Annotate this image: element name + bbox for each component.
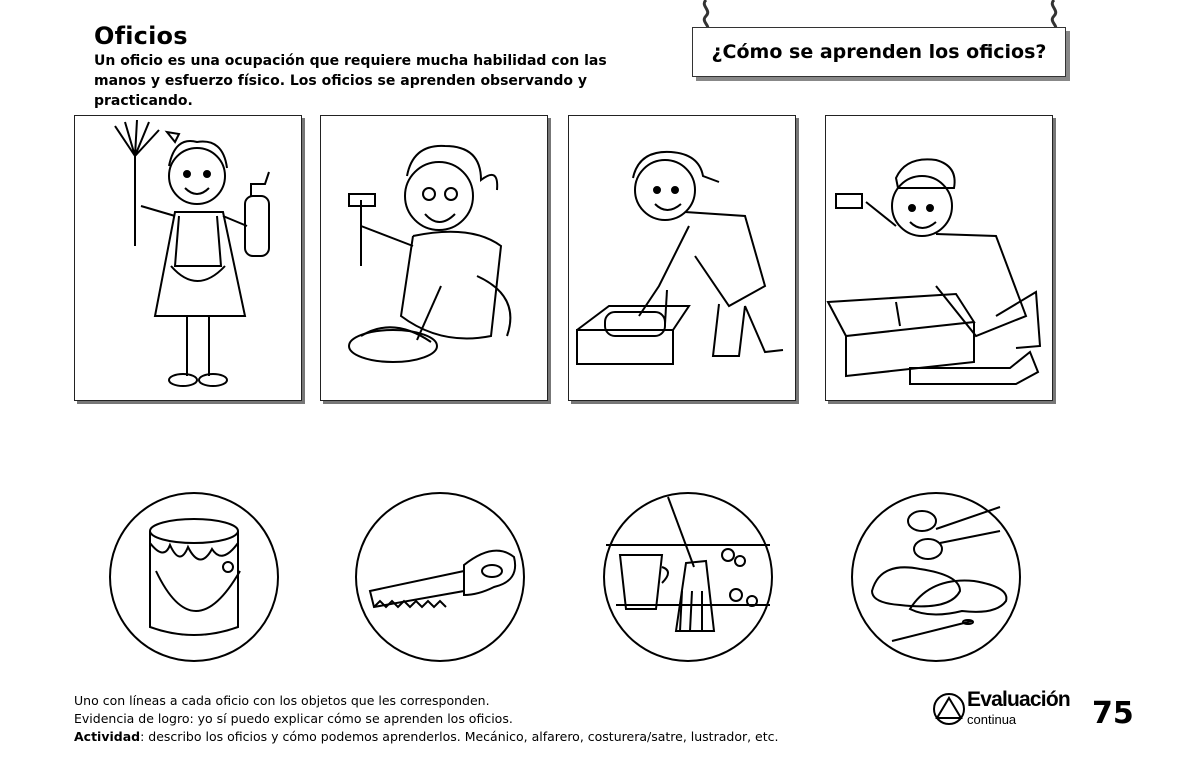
hand-saw-icon xyxy=(354,491,526,663)
carpenter-icon xyxy=(826,116,1052,400)
maid-cleaning-icon xyxy=(75,116,301,400)
scissors-shoes-needle-icon xyxy=(850,491,1022,663)
footer-instructions xyxy=(74,692,779,746)
page-number: 75 xyxy=(1092,696,1134,731)
worker-card-maid[interactable] xyxy=(74,115,302,401)
activity-text: : describo los oficios y cómo podemos aprenderlos. Mecánico, alfarero, costurera/satre, lustrador, etc. xyxy=(140,729,779,744)
evaluation-subtitle: continua xyxy=(967,712,1017,727)
painter-icon xyxy=(569,116,795,400)
shoemaker-icon xyxy=(321,116,547,400)
object-circle-paint[interactable] xyxy=(108,491,280,663)
evaluation-badge xyxy=(932,690,1072,730)
object-circle-sewing[interactable] xyxy=(850,491,1022,663)
worker-card-shoemaker[interactable] xyxy=(320,115,548,401)
activity-line xyxy=(74,728,779,746)
worker-card-carpenter[interactable] xyxy=(825,115,1053,401)
triangle-logo-icon xyxy=(932,692,966,726)
question-sign xyxy=(692,0,1070,82)
intro-text: Un oficio es una ocupación que requiere mucha habilidad con las manos y esfuerzo físico. Los oficios se aprenden observando y practicando. xyxy=(94,53,607,109)
paint-can-icon xyxy=(108,491,280,663)
object-circle-saw[interactable] xyxy=(354,491,526,663)
question-label: ¿Cómo se aprenden los oficios? xyxy=(692,27,1066,77)
object-circle-cleaning[interactable] xyxy=(602,491,774,663)
achievement-line: Evidencia de logro: yo sí puedo explicar cómo se aprenden los oficios. xyxy=(74,711,513,726)
evaluation-title: Evaluación xyxy=(967,688,1070,711)
hanging-rope-icon xyxy=(692,0,1070,30)
page-title: Oficios xyxy=(94,22,188,50)
instruction-line: Uno con líneas a cada oficio con los objetos que les corresponden. xyxy=(74,693,490,708)
bucket-and-mop-icon xyxy=(602,491,774,663)
worker-card-painter[interactable] xyxy=(568,115,796,401)
activity-label: Actividad xyxy=(74,729,141,744)
